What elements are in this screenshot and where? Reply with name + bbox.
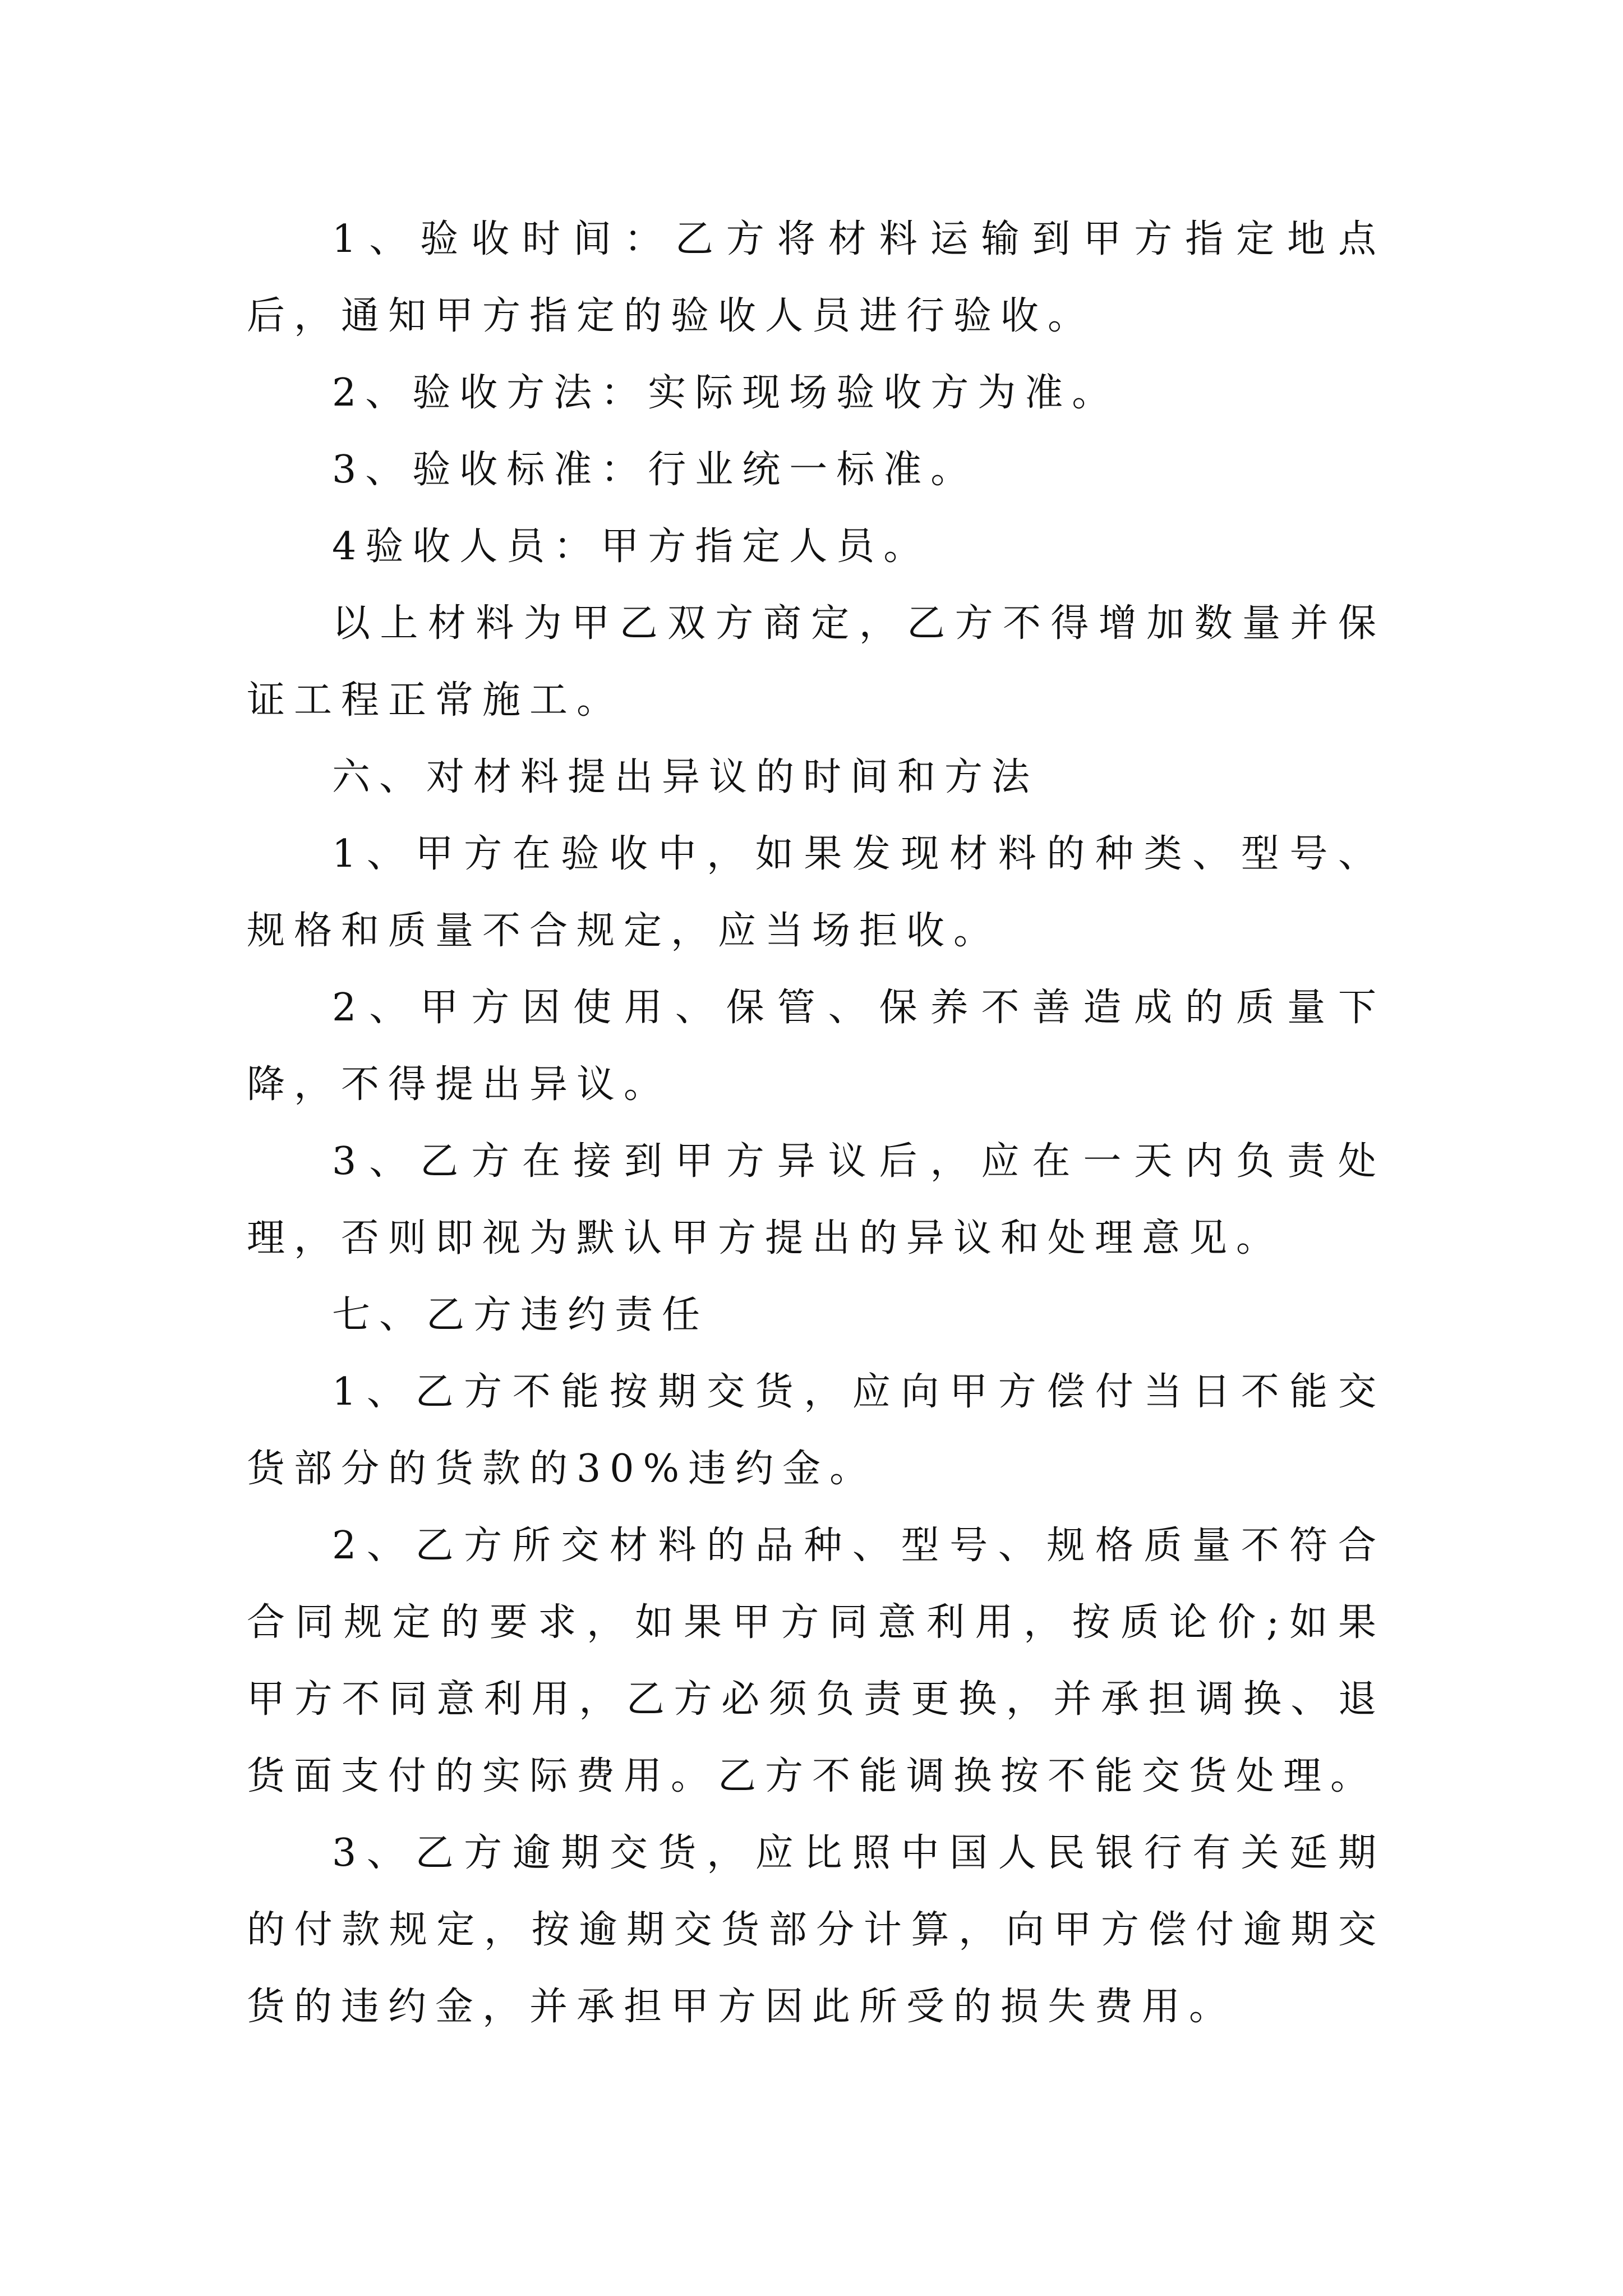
- paragraph-acceptance-personnel: 4验收人员：甲方指定人员。: [332, 524, 931, 569]
- paragraph-acceptance-time: 1、验收时间：乙方将材料运输到甲方指定地点后，通知甲方指定的验收人员进行验收。: [247, 217, 1385, 338]
- section-heading-objections: 六、对材料提出异议的时间和方法: [332, 755, 1039, 799]
- paragraph-objection-2: 2、甲方因使用、保管、保养不善造成的质量下降，不得提出异议。: [247, 986, 1385, 1107]
- paragraph-breach-3: 3、乙方逾期交货，应比照中国人民银行有关延期的付款规定，按逾期交货部分计算，向甲方偿付逾期交货的违约金，并承担甲方因此所受的损失费用。: [247, 1831, 1385, 2029]
- paragraph-objection-1: 1、甲方在验收中，如果发现材料的种类、型号、规格和质量不合规定，应当场拒收。: [247, 832, 1385, 953]
- paragraph-materials-agreement: 以上材料为甲乙双方商定，乙方不得增加数量并保证工程正常施工。: [247, 601, 1385, 723]
- paragraph-acceptance-method: 2、验收方法：实际现场验收方为准。: [332, 371, 1119, 415]
- paragraph-breach-2: 2、乙方所交材料的品种、型号、规格质量不符合合同规定的要求，如果甲方同意利用，按质论价;如果甲方不同意利用，乙方必须负责更换，并承担调换、退货面支付的实际费用。乙方不能调换按不能交货处理。: [247, 1524, 1385, 1798]
- paragraph-acceptance-standard: 3、验收标准：行业统一标准。: [332, 448, 978, 492]
- paragraph-breach-1: 1、乙方不能按期交货，应向甲方偿付当日不能交货部分的货款的30%违约金。: [247, 1370, 1385, 1491]
- section-heading-breach-liability: 七、乙方违约责任: [332, 1293, 709, 1337]
- document-body: [247, 201, 1385, 2045]
- paragraph-objection-3: 3、乙方在接到甲方异议后，应在一天内负责处理，否则即视为默认甲方提出的异议和处理意见。: [247, 1139, 1385, 1260]
